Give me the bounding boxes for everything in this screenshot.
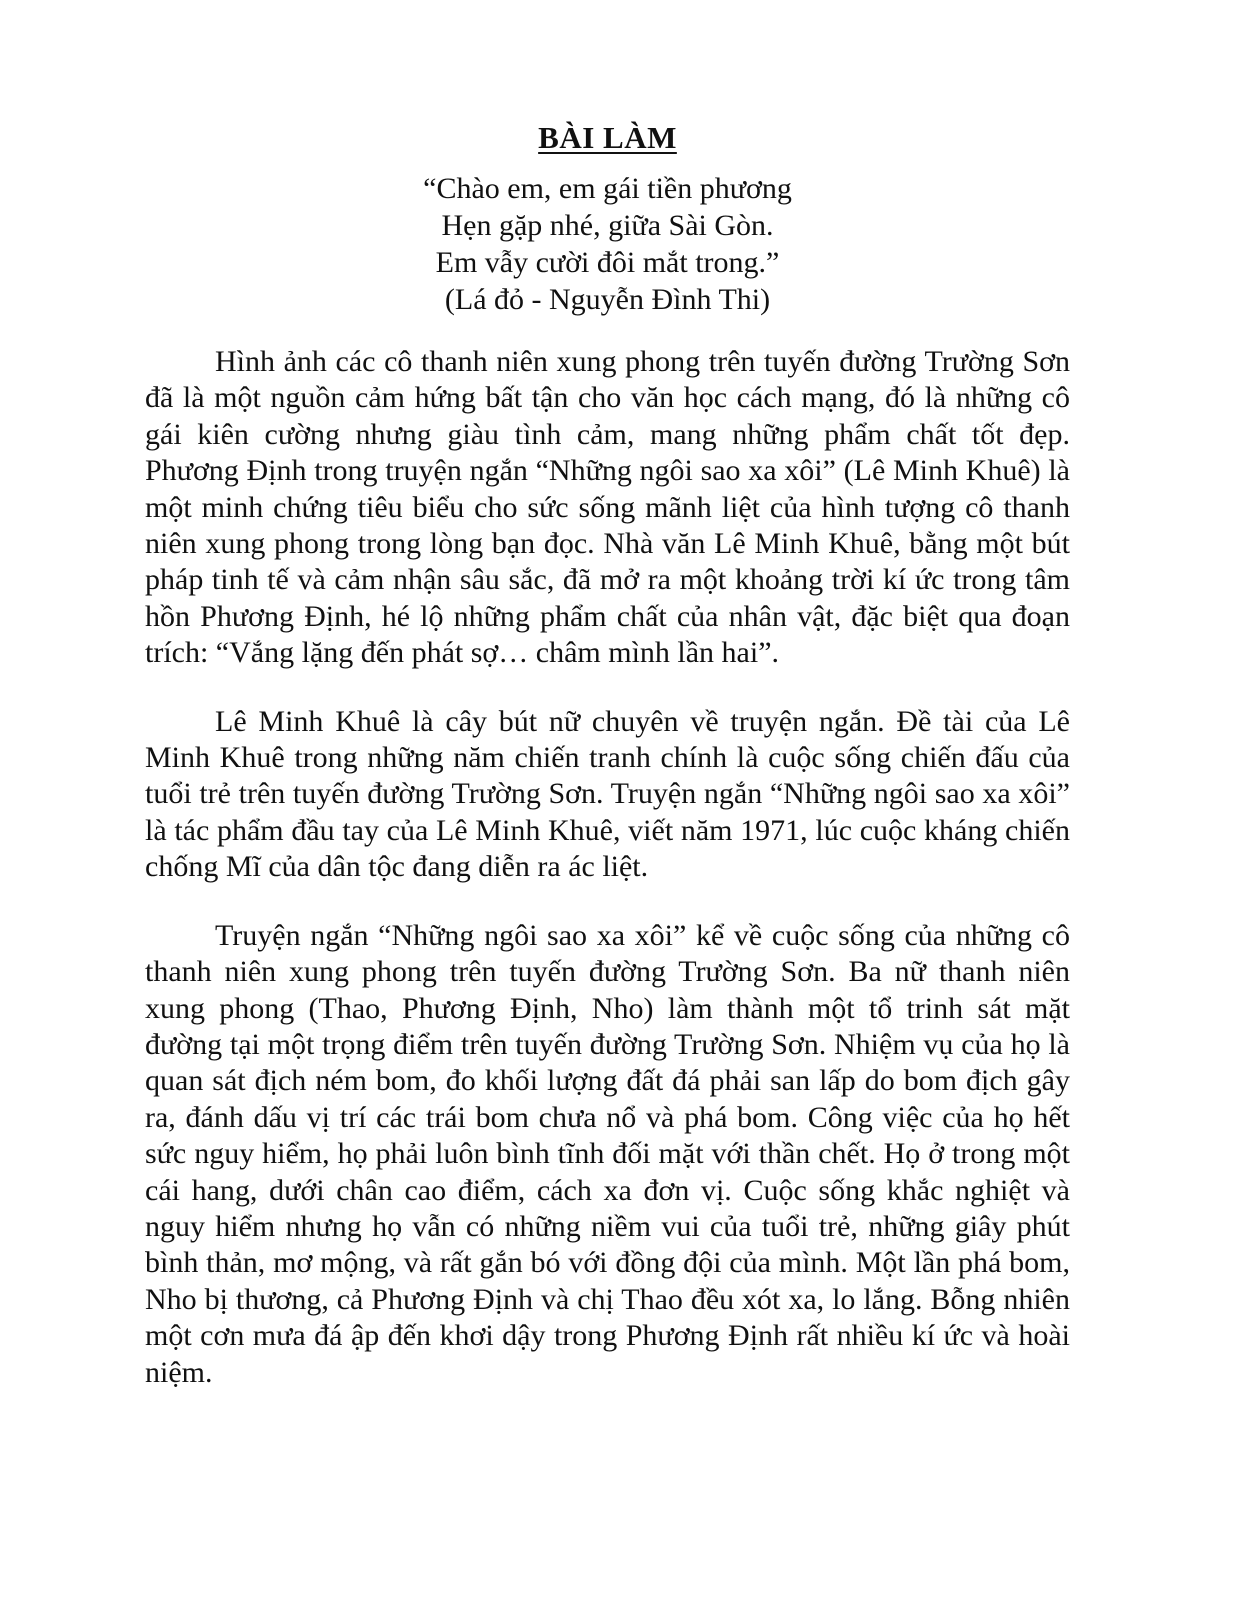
- paragraph-intro: Hình ảnh các cô thanh niên xung phong trên tuyến đường Trường Sơn đã là một nguồn cảm hứng bất tận cho văn học cách mạng, đó là những cô gái kiên cường nhưng giàu tình cảm, mang những phẩm chất tốt đẹp. Phương Định trong truyện ngắn “Những ngôi sao xa xôi” (Lê Minh Khuê) là một minh chứng tiêu biểu cho sức sống mãnh liệt của hình tượng cô thanh niên xung phong trong lòng bạn đọc. Nhà văn Lê Minh Khuê, bằng một bút pháp tinh tế và cảm nhận sâu sắc, đã mở ra một khoảng trời kí ức trong tâm hồn Phương Định, hé lộ những phẩm chất của nhân vật, đặc biệt qua đoạn trích: “Vắng lặng đến phát sợ… châm mình lần hai”.: [145, 345, 1070, 670]
- paragraph-summary: Truyện ngắn “Những ngôi sao xa xôi” kể về cuộc sống của những cô thanh niên xung phong trên tuyến đường Trường Sơn. Ba nữ thanh niên xung phong (Thao, Phương Định, Nho) làm thành một tổ trinh sát mặt đường tại một trọng điểm trên tuyến đường Trường Sơn. Nhiệm vụ của họ là quan sát địch ném bom, đo khối lượng đất đá phải san lấp do bom địch gây ra, đánh dấu vị trí các trái bom chưa nổ và phá bom. Công việc của họ hết sức nguy hiểm, họ phải luôn bình tĩnh đối mặt với thần chết. Họ ở trong một cái hang, dưới chân cao điểm, cách xa đơn vị. Cuộc sống khắc nghiệt và nguy hiểm nhưng họ vẫn có những niềm vui của tuổi trẻ, những giây phút bình thản, mơ mộng, và rất gắn bó với đồng đội của mình. Một lần phá bom, Nho bị thương, cả Phương Định và chị Thao đều xót xa, lo lắng. Bỗng nhiên một cơn mưa đá ập đến khơi dậy trong Phương Định rất nhiều kí ức và hoài niệm.: [145, 918, 1070, 1389]
- poem-line: Em vẫy cười đôi mắt trong.”: [435, 246, 780, 279]
- document-page: [145, 120, 1070, 1423]
- poem-attribution: (Lá đỏ - Nguyễn Đình Thi): [444, 283, 771, 316]
- poem-line: “Chào em, em gái tiền phương: [423, 172, 792, 205]
- poem-line: Hẹn gặp nhé, giữa Sài Gòn.: [441, 209, 774, 242]
- paragraph-author: Lê Minh Khuê là cây bút nữ chuyên về truyện ngắn. Đề tài của Lê Minh Khuê trong những năm chiến tranh chính là cuộc sống chiến đấu của tuổi trẻ trên tuyến đường Trường Sơn. Truyện ngắn “Những ngôi sao xa xôi” là tác phẩm đầu tay của Lê Minh Khuê, viết năm 1971, lúc cuộc kháng chiến chống Mĩ của dân tộc đang diễn ra ác liệt.: [145, 704, 1070, 884]
- epigraph-poem: [145, 170, 1070, 318]
- page-title: BÀI LÀM: [538, 120, 677, 155]
